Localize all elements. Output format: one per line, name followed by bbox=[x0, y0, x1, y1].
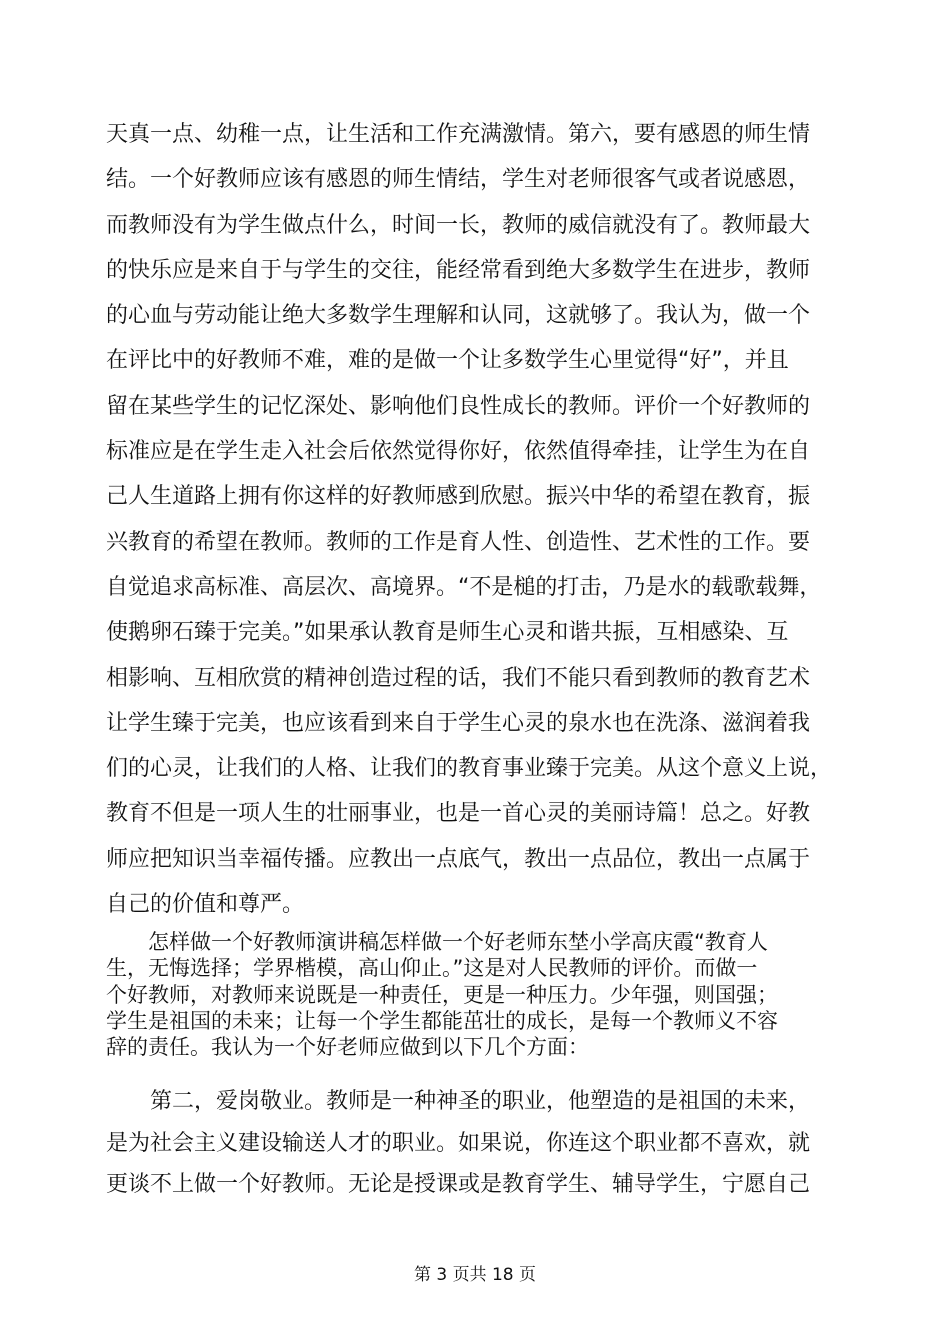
paragraph-continuation bbox=[106, 112, 852, 927]
text-line: 天真一点、幼稚一点，让生活和工作充满激情。第六，要有感恩的师生情 bbox=[106, 122, 811, 147]
text-line: 个好教师，对教师来说既是一种责任，更是一种压力。少年强，则国强； bbox=[106, 982, 778, 1007]
paragraph-speech-intro bbox=[106, 929, 852, 1060]
text-line: 辞的责任。我认为一个好老师应做到以下几个方面： bbox=[106, 1035, 589, 1060]
text-line: 怎样做一个好教师演讲稿怎样做一个好老师东埜小学高庆霞“教育人 bbox=[106, 930, 768, 954]
text-line: 让学生臻于完美，也应该看到来自于学生心灵的泉水也在洗涤、滋润着我 bbox=[106, 710, 811, 736]
text-line: 在评比中的好教师不难，难的是做一个让多数学生心里觉得“好”，并且 bbox=[106, 348, 789, 374]
page-number-footer: 第 3 页共 18 页 bbox=[413, 1265, 537, 1285]
text-line: 自己的价值和尊严。 bbox=[106, 892, 305, 918]
text-line: 的快乐应是来自于与学生的交往，能经常看到绝大多数学生在进步，教师 bbox=[106, 257, 811, 283]
paragraph-dedication bbox=[106, 1081, 852, 1206]
text-line: 更谈不上做一个好教师。无论是授课或是教育学生、辅导学生，宁愿自己 bbox=[106, 1172, 811, 1197]
text-line: 生，无悔选择；学界楷模，高山仰止。”这是对人民教师的评价。而做一 bbox=[106, 956, 758, 981]
text-line: 而教师没有为学生做点什么，时间一长，教师的威信就没有了。教师最大 bbox=[106, 212, 811, 238]
text-line: 相影响、互相欣赏的精神创造过程的话，我们不能只看到教师的教育艺术 bbox=[106, 665, 811, 691]
text-line: 自觉追求高标准、高层次、高境界。“不是槌的打击，乃是水的载歌载舞， bbox=[106, 574, 822, 600]
text-line: 学生是祖国的未来；让每一个学生都能茁壮的成长，是每一个教师义不容 bbox=[106, 1008, 778, 1033]
text-line: 的心血与劳动能让绝大多数学生理解和认同，这就够了。我认为，做一个 bbox=[106, 303, 811, 329]
text-line: 是为社会主义建设输送人才的职业。如果说，你连这个职业都不喜欢，就 bbox=[106, 1130, 811, 1156]
text-line: 们的心灵，让我们的人格、让我们的教育事业臻于完美。从这个意义上说， bbox=[106, 756, 833, 782]
text-line: 己人生道路上拥有你这样的好教师感到欣慰。振兴中华的希望在教育，振 bbox=[106, 484, 811, 510]
text-line: 兴教育的希望在教师。教师的工作是育人性、创造性、艺术性的工作。要 bbox=[106, 529, 811, 555]
text-line: 结。一个好教师应该有感恩的师生情结，学生对老师很客气或者说感恩， bbox=[106, 167, 811, 193]
text-line: 第二，爱岗敬业。教师是一种神圣的职业，他塑造的是祖国的未来， bbox=[106, 1089, 811, 1114]
text-line: 标准应是在学生走入社会后依然觉得你好，依然值得牵挂，让学生为在自 bbox=[106, 439, 811, 465]
text-line: 使鹅卵石臻于完美。”如果承认教育是师生心灵和谐共振，互相感染、互 bbox=[106, 620, 789, 646]
text-line: 教育不但是一项人生的壮丽事业，也是一首心灵的美丽诗篇！总之。好教 bbox=[106, 801, 811, 827]
text-line: 师应把知识当幸福传播。应教出一点底气，教出一点品位，教出一点属于 bbox=[106, 846, 811, 872]
text-line: 留在某些学生的记忆深处、影响他们良性成长的教师。评价一个好教师的 bbox=[106, 393, 811, 419]
